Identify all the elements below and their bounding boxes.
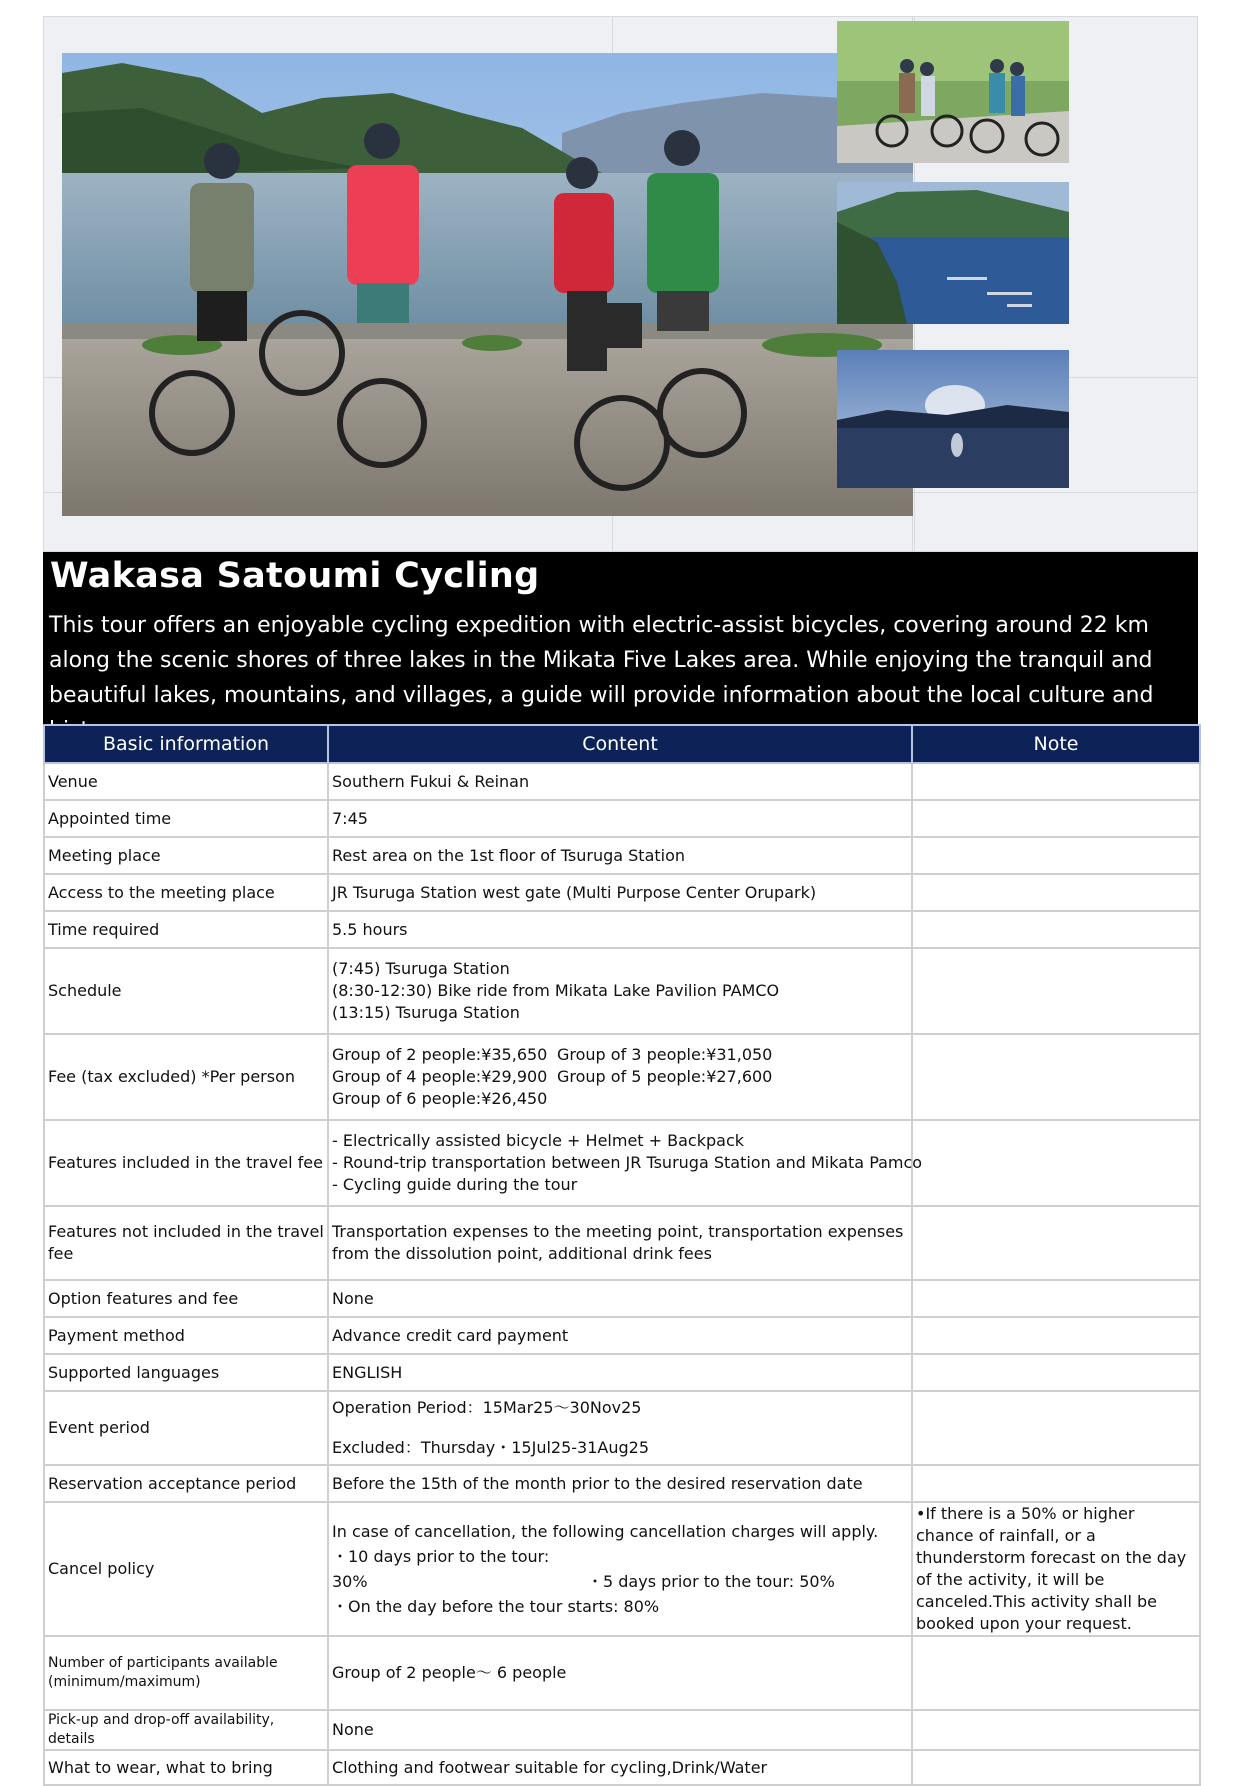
header-content: Content <box>328 725 912 763</box>
schedule-line: (8:30-12:30) Bike ride from Mikata Lake Pavilion PAMCO <box>332 981 780 1000</box>
row-note <box>912 1120 1200 1206</box>
row-label: Appointed time <box>44 800 328 837</box>
header-basic-information: Basic information <box>44 725 328 763</box>
cancel-charge: ・On the day before the tour starts: 80% <box>332 1597 660 1616</box>
fee-item: Group of 2 people:¥35,650 <box>332 1045 548 1064</box>
included-line: - Round-trip transportation between JR Tsuruga Station and Mikata Pamco <box>332 1153 923 1172</box>
row-content: 5.5 hours <box>328 911 912 948</box>
row-content: Southern Fukui & Reinan <box>328 763 912 800</box>
title-banner <box>43 552 1198 724</box>
header-note: Note <box>912 725 1200 763</box>
row-note <box>912 1750 1200 1785</box>
row-note <box>912 837 1200 874</box>
table-row <box>44 1206 1200 1280</box>
table-header-row <box>44 725 1200 763</box>
row-label: Access to the meeting place <box>44 874 328 911</box>
row-label: Cancel policy <box>44 1502 328 1636</box>
row-note <box>912 800 1200 837</box>
row-label: Meeting place <box>44 837 328 874</box>
table-row <box>44 1391 1200 1465</box>
row-label: Pick-up and drop-off availability, details <box>44 1710 328 1750</box>
row-content: Before the 15th of the month prior to the desired reservation date <box>328 1465 912 1502</box>
row-content: None <box>328 1710 912 1750</box>
cancel-charge: ・5 days prior to the tour: 50% <box>587 1572 835 1591</box>
table-row <box>44 1280 1200 1317</box>
row-label: Reservation acceptance period <box>44 1465 328 1502</box>
table-row <box>44 1317 1200 1354</box>
row-label: Features not included in the travel fee <box>44 1206 328 1280</box>
row-content: Advance credit card payment <box>328 1317 912 1354</box>
row-label: Option features and fee <box>44 1280 328 1317</box>
table-row <box>44 1750 1200 1785</box>
table-row <box>44 948 1200 1034</box>
table-row <box>44 874 1200 911</box>
table-row <box>44 800 1200 837</box>
row-note <box>912 1034 1200 1120</box>
row-label: Venue <box>44 763 328 800</box>
row-content: Group of 2 people～ 6 people <box>328 1636 912 1710</box>
table-row <box>44 1120 1200 1206</box>
row-content: None <box>328 1280 912 1317</box>
row-note <box>912 1317 1200 1354</box>
row-content: ENGLISH <box>328 1354 912 1391</box>
table-row <box>44 763 1200 800</box>
included-line: - Cycling guide during the tour <box>332 1175 578 1194</box>
row-note <box>912 948 1200 1034</box>
row-label: Fee (tax excluded) *Per person <box>44 1034 328 1120</box>
row-note <box>912 1354 1200 1391</box>
table-row <box>44 1465 1200 1502</box>
page-title: Wakasa Satoumi Cycling <box>50 556 540 596</box>
row-content: 7:45 <box>328 800 912 837</box>
row-note <box>912 1636 1200 1710</box>
row-content: Clothing and footwear suitable for cycling,Drink/Water <box>328 1750 912 1785</box>
row-content: JR Tsuruga Station west gate (Multi Purpose Center Orupark) <box>328 874 912 911</box>
table-row <box>44 837 1200 874</box>
row-content: Rest area on the 1st floor of Tsuruga Station <box>328 837 912 874</box>
schedule-content <box>328 948 912 1034</box>
excluded-period: Excluded：Thursday・15Jul25-31Aug25 <box>332 1438 649 1457</box>
schedule-line: (13:15) Tsuruga Station <box>332 1003 520 1022</box>
side-photo-bay <box>837 182 1069 324</box>
row-label: Supported languages <box>44 1354 328 1391</box>
side-photo-sunset-lake <box>837 350 1069 488</box>
row-label: Time required <box>44 911 328 948</box>
row-note <box>912 1280 1200 1317</box>
main-photo-cyclists <box>62 53 913 516</box>
row-note <box>912 1465 1200 1502</box>
row-note <box>912 911 1200 948</box>
table-row <box>44 1354 1200 1391</box>
row-note <box>912 763 1200 800</box>
cancel-charge: ・10 days prior to the tour: 30% <box>332 1547 550 1591</box>
included-content <box>328 1120 923 1206</box>
table-row <box>44 1502 1200 1636</box>
fee-item: Group of 6 people:¥26,450 <box>332 1089 548 1108</box>
side-photo-riders <box>837 21 1069 163</box>
table-row <box>44 1710 1200 1750</box>
row-label: Schedule <box>44 948 328 1034</box>
fee-item: Group of 4 people:¥29,900 <box>332 1067 548 1086</box>
row-note <box>912 1391 1200 1465</box>
fee-item: Group of 3 people:¥31,050 <box>557 1045 773 1064</box>
fee-content <box>328 1034 912 1120</box>
row-label: Payment method <box>44 1317 328 1354</box>
row-label: Event period <box>44 1391 328 1465</box>
table-row <box>44 1636 1200 1710</box>
operation-period: Operation Period：15Mar25～30Nov25 <box>332 1398 642 1417</box>
included-line: - Electrically assisted bicycle + Helmet + Backpack <box>332 1131 745 1150</box>
cancel-line: In case of cancellation, the following cancellation charges will apply. <box>332 1522 879 1541</box>
row-note <box>912 874 1200 911</box>
row-label: What to wear, what to bring <box>44 1750 328 1785</box>
table-row <box>44 911 1200 948</box>
row-label: Number of participants available (minimum/maximum) <box>44 1636 328 1710</box>
cancel-content <box>328 1502 912 1636</box>
tour-description: This tour offers an enjoyable cycling expedition with electric-assist bicycles, covering around 22 km along the scenic shores of three lakes in the Mikata Five Lakes area. While enjoying the tranquil and beautiful lakes, mountains, and villages, a guide will provide information about the local culture and <box>49 613 1154 708</box>
basic-information-table <box>43 724 1201 1786</box>
event-period-content <box>328 1391 912 1465</box>
cancel-note: •If there is a 50% or higher chance of rainfall, or a thunderstorm forecast on the day of the activity, it will be canceled.This activity shall be booked upon your request. <box>912 1502 1200 1636</box>
row-note <box>912 1710 1200 1750</box>
row-note <box>912 1206 1200 1280</box>
fee-item: Group of 5 people:¥27,600 <box>557 1067 773 1086</box>
table-row <box>44 1034 1200 1120</box>
schedule-line: (7:45) Tsuruga Station <box>332 959 510 978</box>
photo-gallery <box>43 16 1198 552</box>
row-label: Features included in the travel fee <box>44 1120 328 1206</box>
row-content: Transportation expenses to the meeting point, transportation expenses from the dissolution point, additional drink fees <box>328 1206 912 1280</box>
